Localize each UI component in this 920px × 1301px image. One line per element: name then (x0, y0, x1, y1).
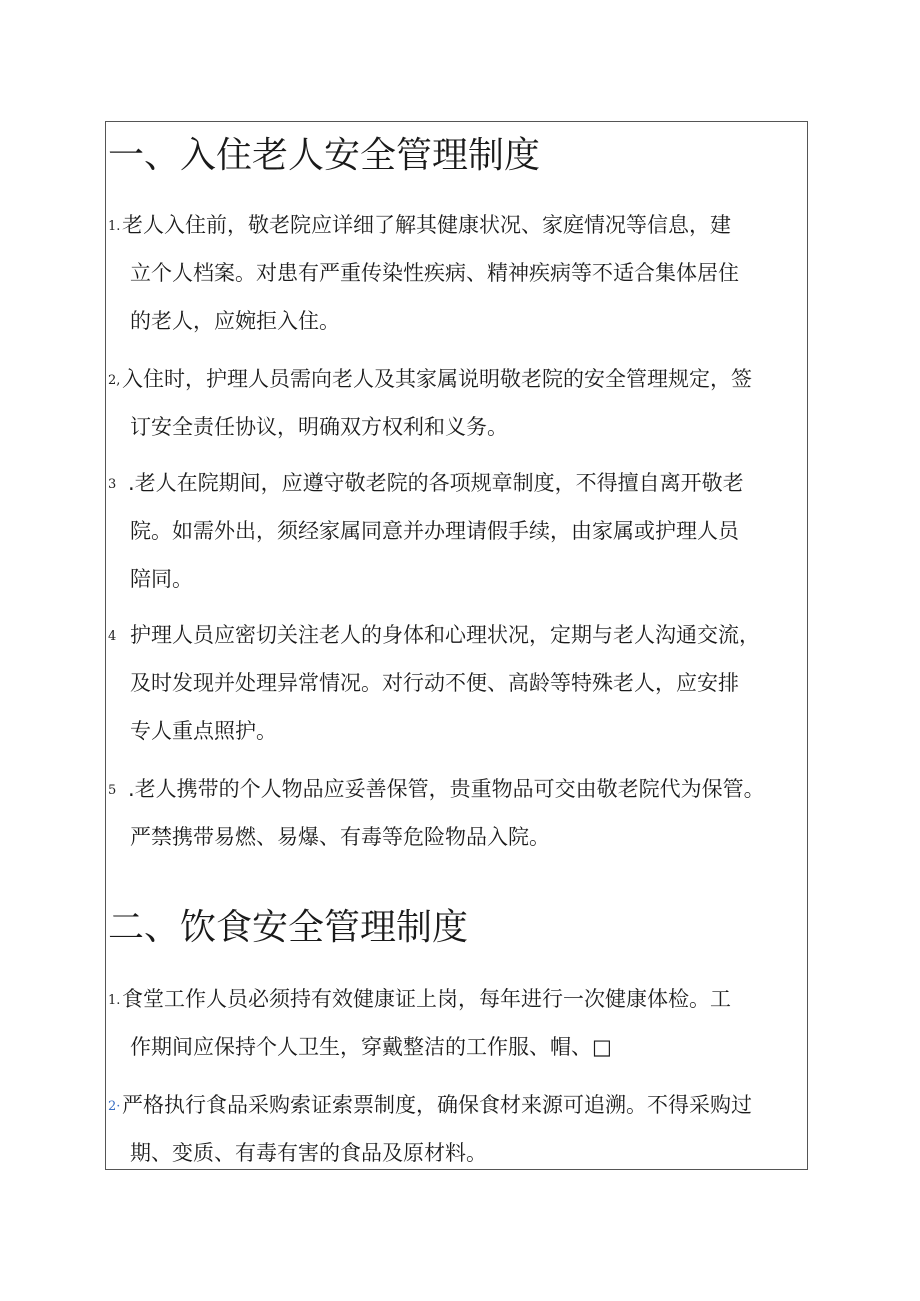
item-text-line: 订安全责任协议，明确双方权利和义务。 (130, 415, 508, 439)
item-text-line: 老人入住前，敬老院应详细了解其健康状况、家庭情况等信息，建 (122, 213, 731, 237)
item-text-line: 的老人，应婉拒入住。 (130, 309, 340, 333)
item-text-line: 及时发现并处理异常情况。对行动不便、高龄等特殊老人，应安排 (130, 671, 739, 695)
item-number: 2· (108, 1099, 121, 1114)
item-number: 2, (108, 373, 121, 388)
item-number: 1. (108, 993, 121, 1008)
item-text-line: 严格执行食品采购索证索票制度，确保食材来源可追溯。不得采购过 (122, 1093, 752, 1117)
item-number: 4 (108, 629, 117, 644)
section-heading: 二、饮食安全管理制度 (108, 907, 469, 948)
section-heading: 一、入住老人安全管理制度 (108, 135, 541, 176)
item-number: 1. (108, 219, 121, 234)
item-text-line: 食堂工作人员必须持有效健康证上岗，每年进行一次健康体检。工 (122, 987, 731, 1011)
item-text-line: 入住时，护理人员需向老人及其家属说明敬老院的安全管理规定，签 (122, 367, 752, 391)
item-text-line: 作期间应保持个人卫生，穿戴整洁的工作服、帽、□ (130, 1035, 612, 1059)
item-text-line: 陪同。 (130, 567, 193, 591)
item-text-line: 期、变质、有毒有害的食品及原材料。 (130, 1141, 487, 1165)
item-text-line: 专人重点照护。 (130, 719, 277, 743)
item-text-line: 院。如需外出，须经家属同意并办理请假手续，由家属或护理人员 (130, 519, 739, 543)
item-text-line: 立个人档案。对患有严重传染性疾病、精神疾病等不适合集体居住 (130, 261, 739, 285)
item-number: 3 (108, 477, 117, 492)
item-text-line: .老人携带的个人物品应妥善保管，贵重物品可交由敬老院代为保管。 (128, 777, 765, 801)
item-number: 5 (108, 783, 117, 798)
item-text-line: 护理人员应密切关注老人的身体和心理状况，定期与老人沟通交流， (130, 623, 760, 647)
item-text-line: 严禁携带易燃、易爆、有毒等危险物品入院。 (130, 825, 550, 849)
item-text-line: .老人在院期间，应遵守敬老院的各项规章制度，不得擅自离开敬老 (128, 471, 744, 495)
